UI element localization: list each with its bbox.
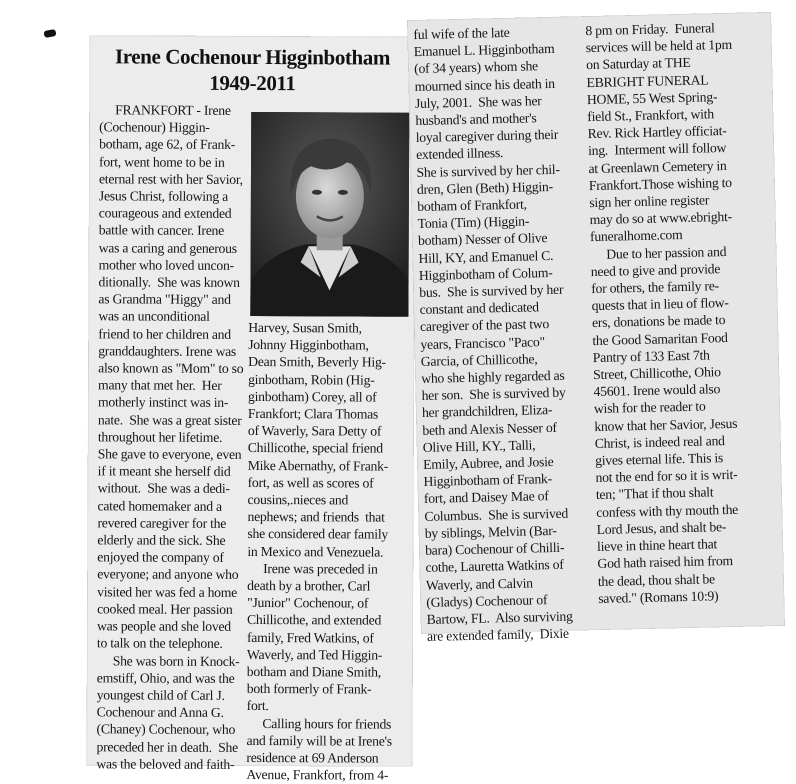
clipping-right-part bbox=[407, 12, 785, 645]
ink-mark bbox=[43, 29, 56, 38]
portrait-photo bbox=[250, 112, 409, 317]
obituary-column-1: FRANKFORT - Irene (Cochenour) Higgin- botham, age 62, of Frank- fort, went home to be in eternal rest with her Savior, Jesus Christ, following a courageous and extended battle with cancer. Irene was a caring and generous mother who loved uncon- ditionally. She was known as Grandma "Higgy" and was an unconditional friend to her children and granddaughters. Irene was also known as "Mom" to so many that met her. Her motherly instinct was in- nate. She was a great sister throughout her lifetime. She gave to everyone, even if it meant she herself did without. She was a dedi- cated homemaker and a revered caregiver for the elderly and the sick. She enjoyed the company of everyone; and anyone who visited her was fed a home cooked meal. Her passion was people and she loved to talk on the telephone. She was born in Knock- emstiff, Ohio, and was the youngest child of Carl J. Cochenour and Anna G. (Chaney) Cochenour, who preceded her in death. She was the beloved and faith- bbox=[96, 102, 244, 772]
title-years: 1949-2011 bbox=[209, 70, 296, 96]
clipping-left-part bbox=[86, 35, 415, 783]
obituary-column-3: ful wife of the late Emanuel L. Higginbotham (of 34 years) whom she mourned since his death in July, 2001. She was her husband's and mother's loyal caregiver during their extended illness. She is survived by her chil- dren, Glen (Beth) Higgin- botham of Frankfort, Tonia (Tim) (Higgin- botham) Nesser of Olive Hill, KY, and Emanuel C. Higginbotham of Colum- bus. She is survived by her constant and dedicated caregiver of the past two years, Francisco "Paco" Garcia, of Chillicothe, who she highly regarded as her son. She is survived by her grandchildren, Eliza- beth and Alexis Nesser of Olive Hill, KY., Talli, Emily, Aubree, and Josie Higginbotham of Frank- fort, and Daisey Mae of Columbus. She is survived by siblings, Melvin (Bar- bara) Cochenour of Chilli- cothe, Lauretta Watkins of Waverly, and Calvin (Gladys) Cochenour of Bartow, FL. Also surviving are extended family, Dixie bbox=[413, 24, 573, 645]
title-name: Irene Cochenour Higginbotham bbox=[114, 44, 391, 70]
obituary-title bbox=[89, 43, 415, 96]
portrait-image bbox=[250, 112, 409, 317]
obituary-column-2: Harvey, Susan Smith, Johnny Higginbotham, Dean Smith, Beverly Hig- ginbotham, Robin (Hig- ginbotham) Corey, all of Frankfort; Clara Thomas of Waverly, Sara Detty of Chillicothe, special friend Mike Abernathy, of Frank- fort, as well as scores of cousins,.nieces and nephews; and friends that she considered dear family in Mexico and Venezuela. Irene was preceded in death by a brother, Carl "Junior" Cochenour, of Chillicothe, and extended family, Fred Watkins, of Waverly, and Ted Higgin- botham and Diane Smith, both formerly of Frank- fort. Calling hours for friends and family will be at Irene's residence at 69 Anderson Avenue, Frankfort, from 4- bbox=[246, 319, 392, 783]
obituary-column-4: 8 pm on Friday. Funeral services will be held at 1pm on Saturday at THE EBRIGHT FUNERAL HOME, 55 West Spring- field St., Frankfort, with Rev. Rick Hartley officiat- ing. Interment will follow at Greenlawn Cemetery in Frankfort.Those wishing to sign her online register may do so at www.ebright- funeralhome.com Due to her passion and need to give and provide for others, the family re- quests that in lieu of flow- ers, donations be made to the Good Samaritan Food Pantry of 133 East 7th Street, Chillicothe, Ohio 45601. Irene would also wish for the reader to know that her Savior, Jesus Christ, is indeed real and gives eternal life. This is not the end for so it is writ- ten; "That if thou shalt confess with thy mouth the Lord Jesus, and shalt be- lieve in thine heart that God hath raised him from the dead, thou shalt be saved." (Romans 10:9) bbox=[585, 20, 739, 606]
